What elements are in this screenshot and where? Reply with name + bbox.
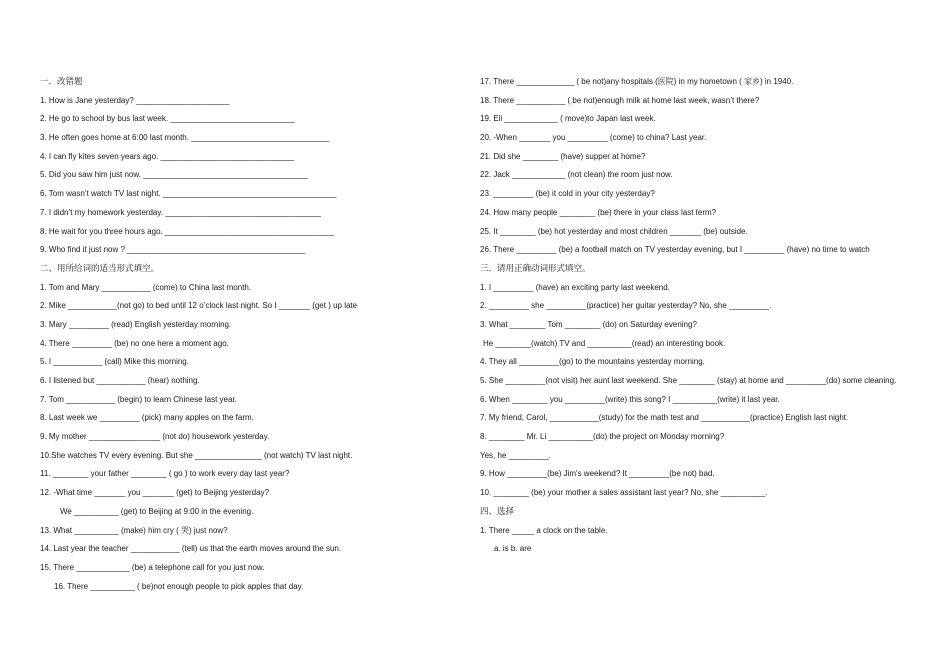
exercise-line: 16. There __________ ( be)not enough people to pick apples that day. (54, 581, 304, 591)
exercise-line: 9. Who find it just now ? ________________________________________ (40, 245, 306, 255)
section-heading: 一．改错题 (40, 76, 83, 86)
exercise-line: 14. Last year the teacher ___________ (tell) us that the earth moves around the sun. (40, 544, 342, 554)
exercise-line: 23. _________ (be) it cold in your city yesterday? (480, 189, 655, 199)
exercise-line: 6. I listened but ___________ (hear) nothing. (40, 376, 200, 385)
exercise-line: 7. I didn’t my homework yesterday. ___________________________________ (40, 207, 321, 217)
exercise-line: a. is b. are (494, 544, 532, 554)
exercise-line: 21. Did she ________ (have) supper at home? (480, 151, 646, 161)
exercise-line: 8. Last week we _________ (pick) many apples on the farm. (40, 413, 254, 423)
section-heading: 四、选择 (480, 505, 515, 516)
right-column (480, 76, 920, 562)
section-heading: 三．请用正确动词形式填空。 (480, 262, 591, 273)
exercise-line: 10. ________ (be) your mother a sales assistant last year? No, she __________. (480, 488, 768, 498)
exercise-line: 5. Did you saw him just now. _____________________________________ (40, 170, 308, 180)
exercise-line: We __________ (get) to Beijing at 9:00 in the evening. (60, 506, 254, 516)
exercise-line: 1. There _____ a clock on the table. (480, 525, 608, 535)
exercise-line: 6. When ________ you _________(write) this song? I __________(write) it last year. (480, 394, 780, 404)
exercise-line: 4. I can fly kites seven years ago. ______________________________ (40, 151, 294, 161)
exercise-line: 18. There ___________ ( be not)enough milk at home last week, wasn’t there? (480, 95, 760, 105)
exercise-line: 8. He wait for you three hours ago. ______________________________________ (40, 226, 335, 236)
exercise-line: 7. My friend, Carol, ___________(study) for the math test and ___________(practice) English last night. (480, 413, 849, 423)
exercise-line: 1. How is Jane yesterday? _____________________ (40, 95, 230, 105)
exercise-line: 11. ________ your father ________ ( go ) to work every day last year? (40, 469, 290, 479)
exercise-line: 19. Eli ____________ ( move)to Japan last week. (480, 114, 656, 124)
exercise-line: 24. How many people ________ (be) there in your class last term? (480, 207, 717, 217)
section-heading: 二、用所给词的适当形式填空。 (40, 262, 160, 273)
exercise-line: 20. -When _______ you _________ (come) to china? Last year. (480, 133, 707, 143)
exercise-line: He ________(watch) TV and __________(read) an interesting book. (483, 338, 726, 348)
exercise-line: 9. My mother ________________ (not do) housework yesterday. (40, 432, 270, 442)
exercise-line: 2. Mike ___________(not go) to bed until 12 o’clock last night. So I _______ (get ) up late (40, 301, 358, 311)
exercise-line: 1. Tom and Mary ___________ (come) to China last month. (40, 282, 252, 292)
exercise-line: 5. She _________(not visit) her aunt last weekend. She ________ (stay) at home and _________(do) some cleaning. (480, 376, 897, 385)
exercise-line: 26. There _________ (be) a football match on TV yesterday evening, but I _________ (have) no time to watch (480, 245, 870, 255)
exercise-line: 4. There _________ (be) no one here a moment ago. (40, 338, 229, 348)
exercise-line: 2. He go to school by bus last week. ____________________________ (40, 114, 295, 124)
exercise-line: 7. Tom ___________ (begin) to learn Chinese last year. (40, 394, 237, 404)
exercise-line: Yes, he _________. (480, 450, 551, 460)
exercise-line: 9. How _________(be) Jim's weekend? It _________(be not) bad. (480, 469, 715, 479)
exercise-line: 25. It ________ (be) hot yesterday and most children _______ (be) outside. (480, 226, 748, 236)
exercise-line: 4. They all _________(go) to the mountains yesterday morning. (480, 357, 705, 367)
exercise-line: 13. What __________ (make) him cry ( 哭) just now? (40, 525, 228, 535)
exercise-line: 6. Tom wasn’t watch TV last night. _______________________________________ (40, 189, 337, 199)
exercise-line: 15. There ____________ (be) a telephone call for you just now. (40, 562, 265, 572)
exercise-line: 17. There _____________ ( be not)any hospitals (医院) in my hometown ( 家乡) in 1940. (480, 77, 794, 86)
exercise-line: 10.She watches TV every evening. But she _______________ (not watch) TV last night. (40, 450, 353, 460)
exercise-line: 12. -What time _______ you _______ (get) to Beijing yesterday? (40, 488, 270, 498)
exercise-line: 22. Jack ____________ (not clean) the room just now. (480, 170, 673, 180)
exercise-line: 2. _________ she _________(practice) her guitar yesterday? No, she _________. (480, 301, 772, 311)
exercise-line: 3. He often goes home at 6:00 last month. _______________________________ (40, 133, 330, 143)
exercise-line: 3. What ________ Tom ________ (do) on Saturday evening? (480, 319, 697, 329)
left-column (40, 76, 445, 599)
exercise-line: 1. I _________ (have) an exciting party last weekend. (480, 282, 670, 292)
exercise-line: 8. ________ Mr. Li __________(do) the project on Monday morning? (480, 432, 725, 442)
exercise-line: 3. Mary _________ (read) English yesterday morning. (40, 319, 232, 329)
exercise-line: 5. I ___________ (call) Mike this morning. (40, 357, 189, 367)
